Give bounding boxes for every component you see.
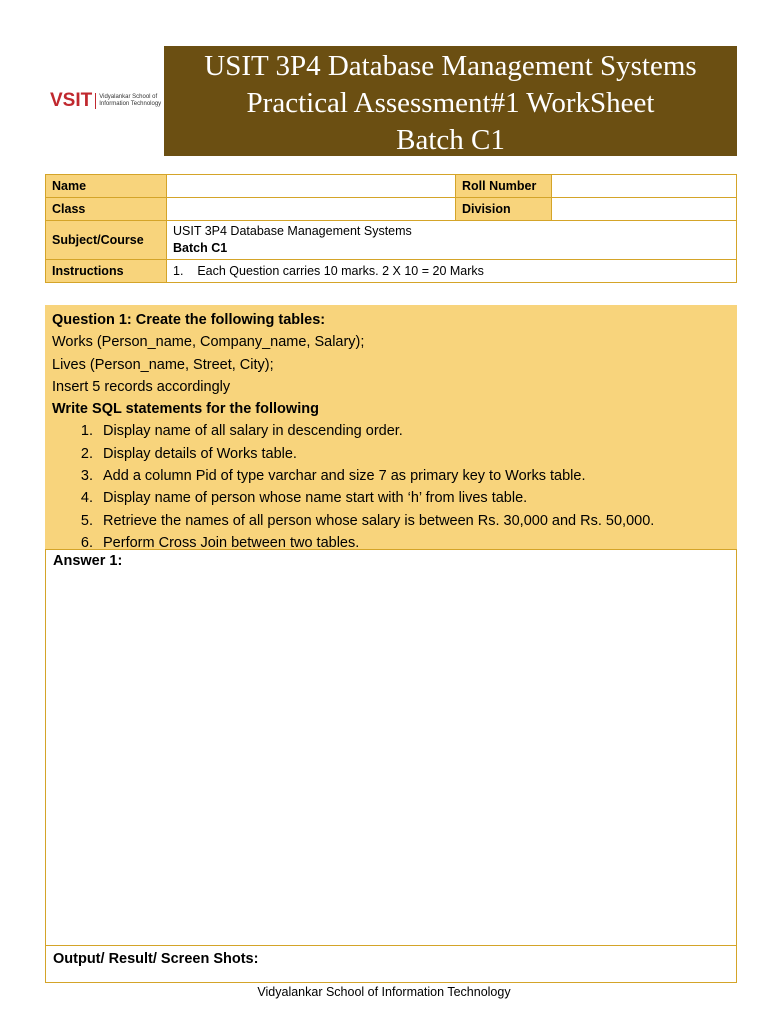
logo-text-line1: Vidyalankar School of bbox=[99, 94, 158, 100]
table-row bbox=[46, 221, 737, 260]
roll-number-field[interactable] bbox=[552, 175, 737, 198]
logo-text-line2: Information Technology bbox=[99, 101, 162, 107]
answer-box[interactable] bbox=[45, 549, 737, 946]
list-item: 2. Display details of Works table. bbox=[97, 443, 730, 465]
table-row bbox=[46, 198, 737, 221]
question-line: Insert 5 records accordingly bbox=[52, 378, 231, 395]
output-label: Output/ Result/ Screen Shots: bbox=[53, 951, 259, 967]
list-item: 4. Display name of person whose name start with ‘h’ from lives table. bbox=[97, 487, 730, 509]
list-item: 3. Add a column Pid of type varchar and size 7 as primary key to Works table. bbox=[97, 465, 730, 487]
logo-mark: VSIT bbox=[50, 90, 93, 111]
student-info-table bbox=[45, 174, 737, 283]
answer-label: Answer 1: bbox=[53, 553, 123, 569]
class-label: Class bbox=[46, 198, 167, 221]
question-heading: Question 1: Create the following tables: bbox=[52, 312, 326, 328]
logo-divider bbox=[95, 93, 96, 109]
title-line-3: Batch C1 bbox=[396, 124, 505, 156]
instructions-label: Instructions bbox=[46, 260, 167, 283]
list-item: 6. Perform Cross Join between two tables. bbox=[97, 532, 730, 554]
question-list bbox=[52, 420, 730, 554]
logo-text bbox=[99, 94, 161, 108]
subject-batch: Batch C1 bbox=[173, 241, 228, 255]
page-footer: Vidyalankar School of Information Technology bbox=[257, 985, 511, 999]
name-field[interactable] bbox=[167, 175, 456, 198]
subject-label: Subject/Course bbox=[46, 221, 167, 260]
worksheet-title bbox=[164, 46, 737, 156]
question-box bbox=[45, 305, 737, 549]
name-label: Name bbox=[46, 175, 167, 198]
division-field[interactable] bbox=[552, 198, 737, 221]
roll-number-label: Roll Number bbox=[456, 175, 552, 198]
title-line-1: USIT 3P4 Database Management Systems bbox=[204, 50, 697, 82]
list-item: 5. Retrieve the names of all person whose salary is between Rs. 30,000 and Rs. 50,000. bbox=[97, 510, 730, 532]
division-label: Division bbox=[456, 198, 552, 221]
output-box[interactable] bbox=[45, 946, 737, 983]
table-row bbox=[46, 260, 737, 283]
question-line: Lives (Person_name, Street, City); bbox=[52, 356, 274, 373]
subject-course-name: USIT 3P4 Database Management Systems bbox=[173, 224, 412, 238]
table-row bbox=[46, 175, 737, 198]
subject-value bbox=[167, 221, 737, 260]
question-line: Works (Person_name, Company_name, Salary); bbox=[52, 334, 365, 351]
question-subheading: Write SQL statements for the following bbox=[52, 401, 319, 418]
list-item: 1. Display name of all salary in descending order. bbox=[97, 420, 730, 442]
class-field[interactable] bbox=[167, 198, 456, 221]
instructions-text: 1. Each Question carries 10 marks. 2 X 10 = 20 Marks bbox=[167, 260, 737, 283]
title-line-2: Practical Assessment#1 WorkSheet bbox=[246, 87, 655, 119]
vsit-logo bbox=[50, 88, 162, 114]
